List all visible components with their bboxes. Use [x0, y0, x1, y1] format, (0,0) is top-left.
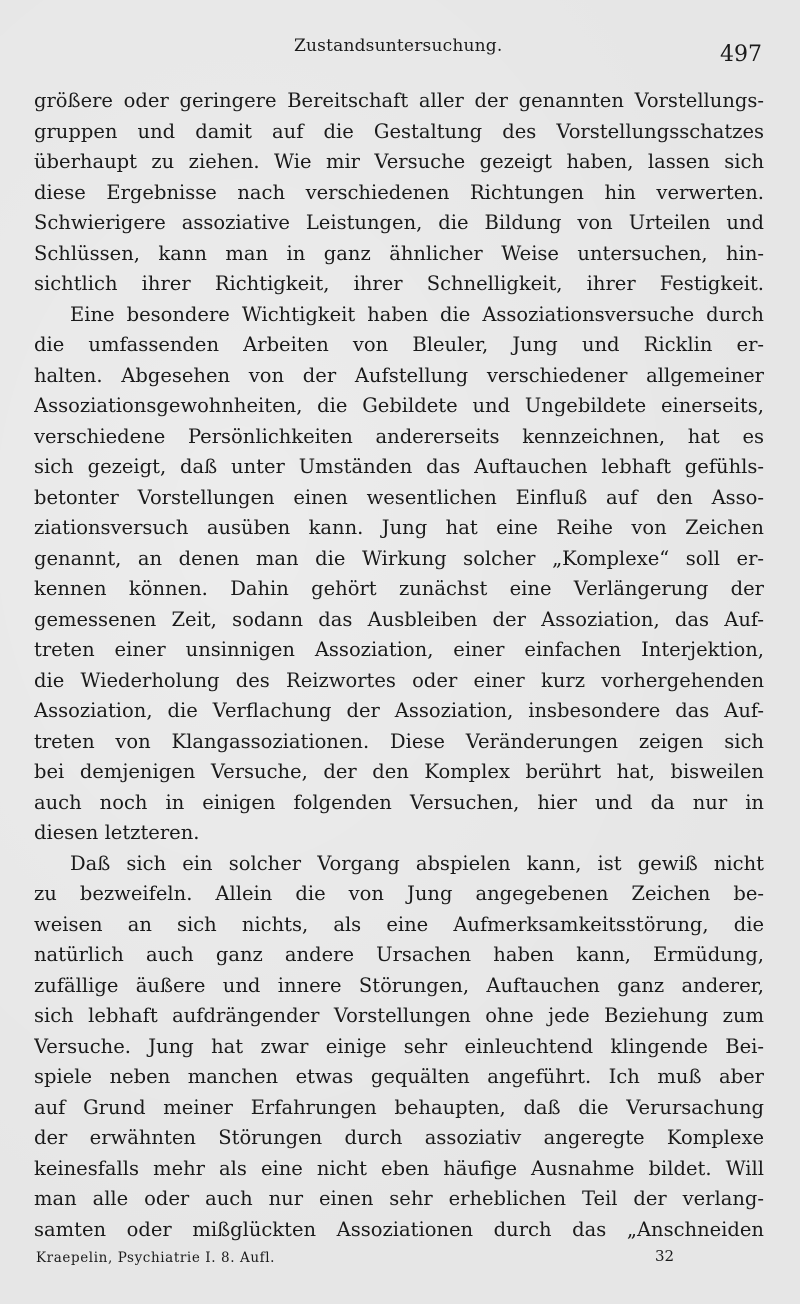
text-line: kennen können. Dahin gehört zunächst eine Verlängerung der — [34, 577, 764, 600]
text-line: Assoziation, die Verflachung der Assoziation, insbesondere das Auf- — [34, 699, 764, 722]
text-line: Schlüssen, kann man in ganz ähnlicher Weise untersuchen, hin- — [34, 241, 764, 265]
text-line: gemessenen Zeit, sodann das Ausbleiben der Assoziation, das Auf- — [34, 607, 764, 631]
text-line: auf Grund meiner Erfahrungen behaupten, daß die Verursachung — [34, 1095, 764, 1119]
text-line: diese Ergebnisse nach verschiedenen Richtungen hin verwerten. — [34, 180, 764, 204]
footer-book-reference: Kraepelin, Psychiatrie I. 8. Aufl. — [36, 1250, 276, 1266]
text-line: verschiedene Persönlichkeiten andererseits kennzeichnen, hat es — [34, 424, 764, 448]
running-title: Zustandsuntersuchung. — [294, 36, 503, 56]
text-line: Assoziationsgewohnheiten, die Gebildete und Ungebildete einerseits, — [34, 394, 764, 417]
text-line: sich gezeigt, daß unter Umständen das Auftauchen lebhaft gefühls- — [34, 455, 764, 478]
text-line: genannt, an denen man die Wirkung solcher „Komplexe“ soll er- — [34, 546, 764, 570]
text-line: gruppen und damit auf die Gestaltung des Vorstellungsschatzes — [34, 119, 764, 143]
text-line: Versuche. Jung hat zwar einige sehr einleuchtend klingende Bei- — [34, 1034, 764, 1058]
text-line: samten oder mißglückten Assoziationen durch das „Anschneiden — [34, 1217, 764, 1241]
text-line: zu bezweifeln. Allein die von Jung angegebenen Zeichen be- — [34, 882, 764, 905]
page-number: 497 — [720, 42, 762, 67]
text-line: keinesfalls mehr als eine nicht eben häufige Ausnahme bildet. Will — [34, 1156, 764, 1180]
text-line: auch noch in einigen folgenden Versuchen, hier und da nur in — [34, 790, 764, 814]
text-line: treten von Klangassoziationen. Diese Veränderungen zeigen sich — [34, 729, 764, 753]
text-line: halten. Abgesehen von der Aufstellung verschiedener allgemeiner — [34, 363, 764, 387]
text-line: zufällige äußere und innere Störungen, Auftauchen ganz anderer, — [34, 973, 764, 997]
text-line: man alle oder auch nur einen sehr erheblichen Teil der verlang- — [34, 1187, 764, 1210]
text-line: spiele neben manchen etwas gequälten angeführt. Ich muß aber — [34, 1065, 764, 1088]
text-line: größere oder geringere Bereitschaft aller der genannten Vorstellungs- — [34, 89, 764, 112]
text-line: Eine besondere Wichtigkeit haben die Assoziationsversuche durch — [70, 302, 764, 326]
text-line: diesen letzteren. — [34, 821, 200, 844]
text-line: treten einer unsinnigen Assoziation, einer einfachen Interjektion, — [34, 638, 764, 661]
text-line: sich lebhaft aufdrängender Vorstellungen ohne jede Beziehung zum — [34, 1004, 764, 1027]
text-line: sichtlich ihrer Richtigkeit, ihrer Schnelligkeit, ihrer Festigkeit. — [34, 272, 764, 295]
text-line: betonter Vorstellungen einen wesentlichen Einfluß auf den Asso- — [34, 485, 764, 509]
text-line: natürlich auch ganz andere Ursachen haben kann, Ermüdung, — [34, 943, 764, 966]
text-line: Schwierigere assoziative Leistungen, die Bildung von Urteilen und — [34, 211, 764, 234]
body-text — [34, 86, 764, 1245]
text-line: die umfassenden Arbeiten von Bleuler, Jung und Ricklin er- — [34, 333, 764, 356]
text-line: die Wiederholung des Reizwortes oder einer kurz vorhergehenden — [34, 668, 764, 692]
signature-mark: 32 — [655, 1247, 675, 1265]
text-line: Daß sich ein solcher Vorgang abspielen kann, ist gewiß nicht — [70, 851, 764, 875]
text-line: der erwähnten Störungen durch assoziativ angeregte Komplexe — [34, 1126, 764, 1149]
text-line: bei demjenigen Versuche, der den Komplex berührt hat, bisweilen — [34, 760, 764, 783]
text-line: überhaupt zu ziehen. Wie mir Versuche gezeigt haben, lassen sich — [34, 150, 764, 173]
text-line: weisen an sich nichts, als eine Aufmerksamkeitsstörung, die — [34, 912, 764, 936]
text-line: ziationsversuch ausüben kann. Jung hat eine Reihe von Zeichen — [34, 516, 764, 539]
